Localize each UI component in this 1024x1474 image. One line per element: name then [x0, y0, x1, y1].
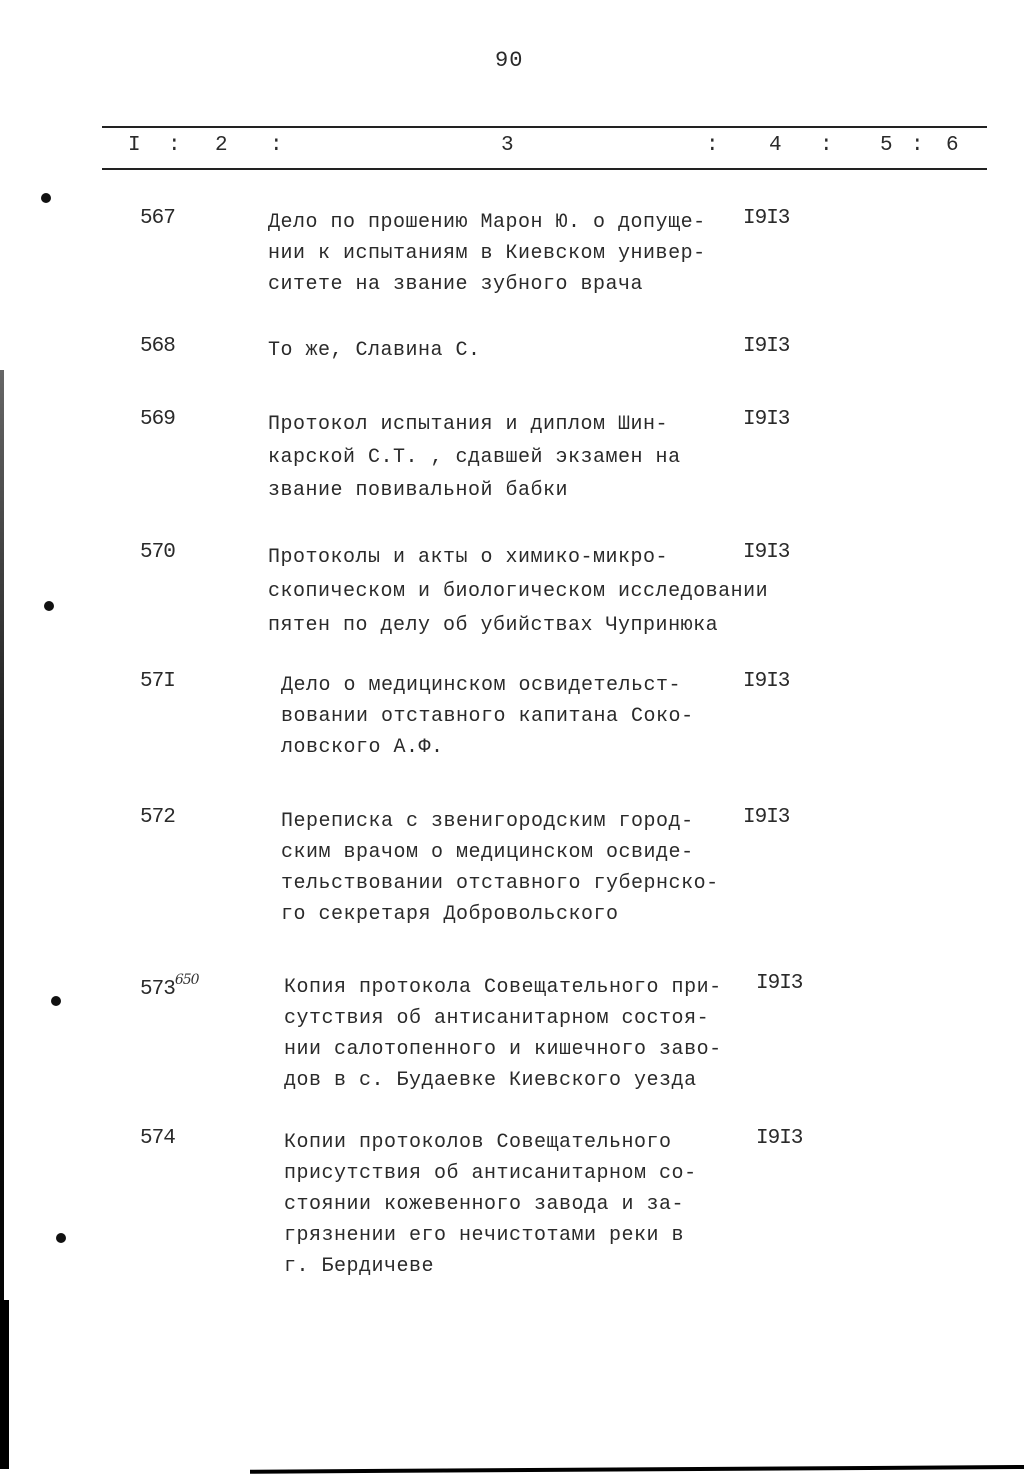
column-separator: :: [270, 134, 283, 157]
entry-description: Протокол испытания и диплом Шин- карской С.Т. , сдавшей экзамен на звание повивальной бабки: [268, 413, 681, 502]
punch-hole-icon: [44, 601, 54, 611]
entry-number: 572: [140, 806, 175, 829]
entry-number: 57I: [140, 670, 175, 693]
column-header-4: 4: [769, 134, 782, 157]
entry-year: I9I3: [743, 670, 790, 693]
column-separator: :: [820, 134, 833, 157]
column-separator: :: [911, 134, 924, 157]
page-number: 90: [495, 48, 524, 73]
column-header-5: 5: [880, 134, 893, 157]
entry-year: I9I3: [743, 806, 790, 829]
header-rule-top: [102, 126, 987, 128]
entry-description: Переписка с звенигородским город- ским врачом о медицинском освиде- тельствовании отставного губернско- го секретаря Добровольского: [281, 810, 719, 926]
entry-year: I9I3: [743, 335, 790, 358]
entry-description: Дело о медицинском освидетельст- вовании отставного капитана Соко- ловского А.Ф.: [281, 674, 694, 759]
entry-number: 569: [140, 408, 175, 431]
entry-number: 568: [140, 335, 175, 358]
column-header-3: 3: [501, 134, 514, 157]
punch-hole-icon: [41, 193, 51, 203]
entry-number: 570: [140, 541, 175, 564]
entry-number: 567: [140, 207, 175, 230]
punch-hole-icon: [51, 996, 61, 1006]
column-header-6: 6: [946, 134, 959, 157]
entry-description: То же, Славина С.: [268, 339, 481, 362]
entry-year: I9I3: [756, 972, 803, 995]
column-header-1: I: [128, 134, 141, 157]
column-separator: :: [168, 134, 181, 157]
column-separator: :: [706, 134, 719, 157]
entry-year: I9I3: [743, 541, 790, 564]
entry-number: $573^{650}$: [140, 972, 199, 1001]
entry-number: 574: [140, 1127, 175, 1150]
entry-description: Дело по прошению Марон Ю. о допуще- нии к испытаниям в Киевском универ- ситете на звание зубного врача: [268, 211, 706, 296]
entry-description: Протоколы и акты о химико-микро- скопическом и биологическом исследовании пятен по делу об убийствах Чупринюка: [268, 546, 769, 637]
entry-description: Копия протокола Совещательного при- сутствия об антисанитарном состоя- нии салотопенного и кишечного заво- дов в с. Будаевке Киевского уезда: [284, 976, 722, 1092]
entry-year: I9I3: [743, 408, 790, 431]
column-header-2: 2: [215, 134, 228, 157]
header-rule-bottom: [102, 168, 987, 170]
scan-bottom-edge: [250, 1465, 1024, 1474]
entry-year: I9I3: [743, 207, 790, 230]
entry-year: I9I3: [756, 1127, 803, 1150]
entry-description: Копии протоколов Совещательного присутствия об антисанитарном со- стоянии кожевенного завода и за- грязнении его нечистотами реки в г. Бердичеве: [284, 1131, 697, 1278]
punch-hole-icon: [56, 1233, 66, 1243]
table-header: [0, 134, 1024, 162]
scan-left-edge-shadow: [0, 1300, 9, 1469]
handwritten-annotation: 650: [174, 972, 199, 988]
